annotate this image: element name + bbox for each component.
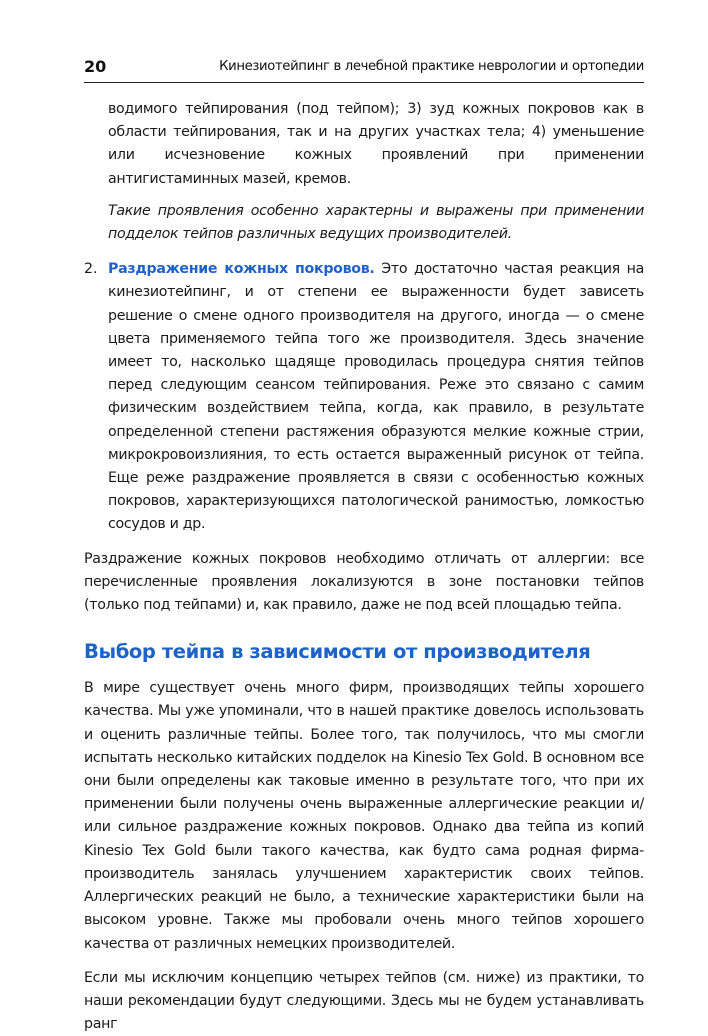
paragraph-recommendations: Если мы исключим концепцию четырех тейпов (см. ниже) из практики, то наши рекомендации будут следующими. Здесь мы не будем устанавливать ранг (84, 969, 644, 1033)
paragraph-italic-note: Такие проявления особенно характерны и выражены при применении подделок тейпов различных ведущих производителей. (108, 202, 644, 243)
page-header (84, 56, 644, 83)
running-title: Кинезиотейпинг в лечебной практике неврологии и ортопедии (219, 59, 644, 74)
list-item-text (108, 258, 644, 536)
section-heading: Выбор тейпа в зависимости от производителя (84, 640, 591, 664)
list-item-skin-irritation (84, 258, 644, 536)
paragraph-continued: водимого тейпирования (под тейпом); 3) зуд кожных покровов как в области тейпирования, так и на других участках тела; 4) уменьшение или исчезновение кожных проявлений при применении антигистаминных мазей, кремов. (108, 101, 644, 187)
list-item-body: Это достаточно частая реакция на кинезиотейпинг, и от степени ее выраженности будет зависеть решение о смене одного производителя на другого, иногда — о смене цвета применяемого тейпа того же производителя. Здесь значение имеет то, насколько щадяще проводилась процедура снятия тейпов перед следующим сеансом тейпирования. Реже это связано с самим физическим воздействием тейпа, когда, как правило, в результате определенной степени растяжения образуются мелкие кожные стрии, микрокровоизлияния, то есть остается выраженный рисунок от тейпа. Еще реже раздражение проявляется в связи с особенностью кожных покровов, характеризующихся патологической ранимостью, ломкостью сосудов и др. (108, 261, 644, 533)
page-body (84, 98, 644, 1036)
page-number: 20 (84, 57, 107, 76)
paragraph-manufacturers: В мире существует очень много фирм, производящих тейпы хорошего качества. Мы уже упоминали, что в нашей практике довелось использовать и оценить различные тейпы. Более того, так получилось, что мы смогли испытать несколько китайских подделок на Kinesio Tex Gold. В основном все они были определены как таковые именно в результате того, что при их применении были получены очень выраженные аллергические реакции и/или сильное раздражение кожных покровов. Однако два тейпа из копий Kinesio Tex Gold были такого качества, как будто сама родная фирма-производитель занялась улучшением характеристик своих тейпов. Аллергических реакций не было, а технические характеристики были на высоком уровне. Также мы пробовали очень много тейпов хорошего качества от различных немецких производителей. (84, 680, 644, 952)
paragraph-distinguish: Раздражение кожных покровов необходимо отличать от аллергии: все перечисленные проявления локализуются в зоне постановки тейпов (только под тейпами) и, как правило, даже не под всей площадью тейпа. (84, 550, 644, 614)
list-item-term: Раздражение кожных покровов. (108, 261, 375, 278)
list-item-number: 2. (84, 261, 98, 278)
